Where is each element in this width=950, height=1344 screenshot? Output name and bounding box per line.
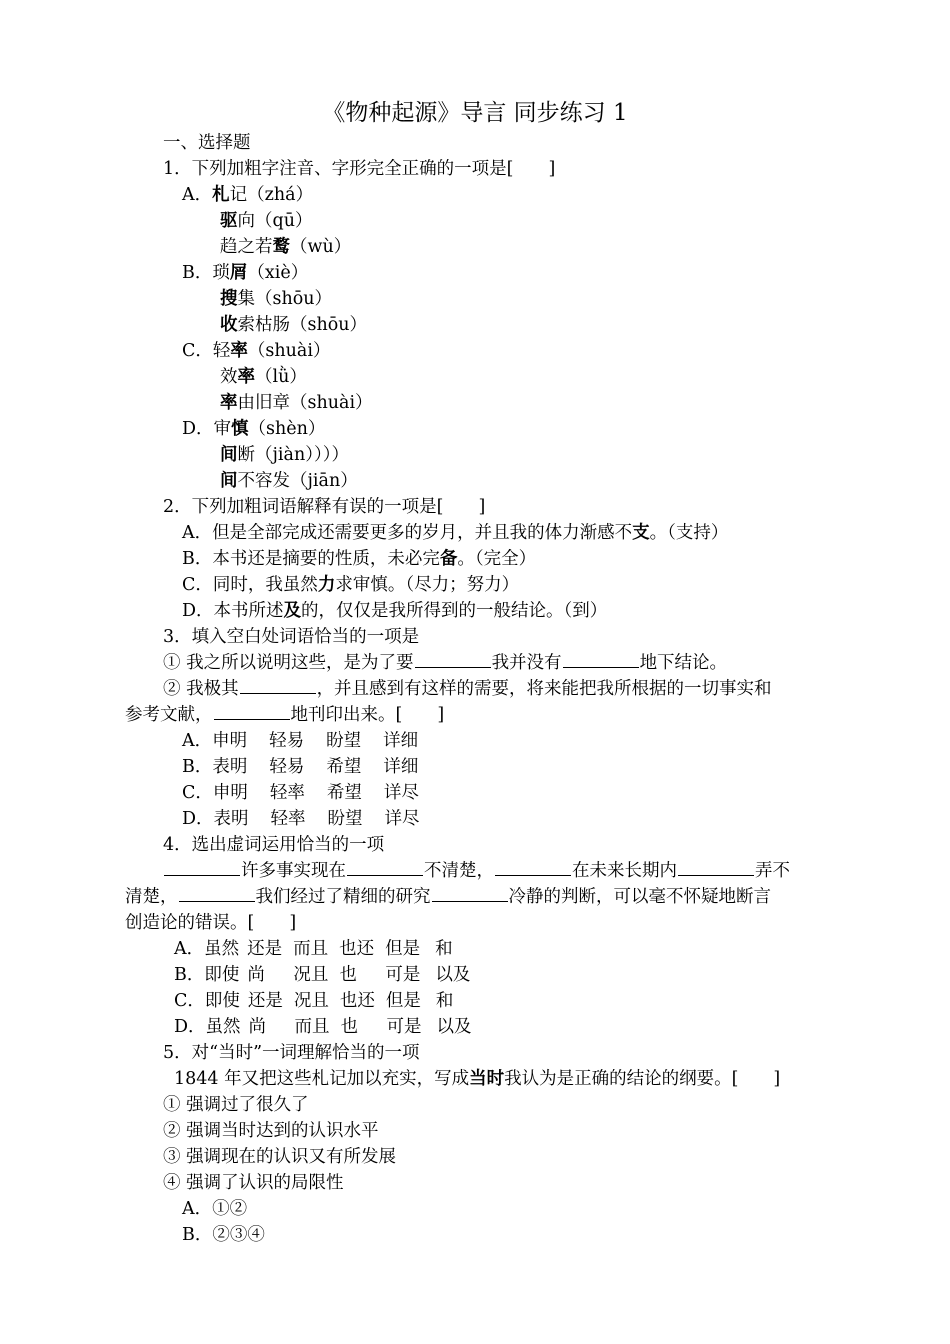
q4-option-a: A．虽然 还是 而且 也还 但是 和 (174, 939, 453, 959)
q1-option-a-line1: A．札记（zhá） (182, 185, 314, 205)
q2-option-c: C．同时，我虽然力求审慎。（尽力；努力） (182, 575, 520, 595)
q3-option-a: A．申明 轻易 盼望 详细 (182, 731, 419, 751)
q4-stem: 4．选出虚词运用恰当的一项 (163, 835, 385, 855)
q4-option-c: C．即使 还是 况且 也还 但是 和 (174, 991, 454, 1011)
q5-stem: 5．对“当时”一词理解恰当的一项 (163, 1043, 420, 1063)
answer-blank (678, 859, 754, 876)
q1-stem: 1．下列加粗字注音、字形完全正确的一项是[ ] (163, 159, 556, 179)
q2-option-a: A．但是全部完成还需要更多的岁月，并且我的体力渐感不支。（支持） (182, 523, 729, 543)
q4-option-b: B．即使 尚 况且 也 可是 以及 (174, 965, 471, 985)
answer-blank (495, 859, 571, 876)
q5-quote: 1844 年又把这些札记加以充实，写成当时我认为是正确的结论的纲要。[ ] (174, 1069, 781, 1089)
answer-blank (214, 703, 290, 720)
q1-option-a-line3: 趋之若鹜（wù） (220, 237, 352, 257)
q3-sentence-2-cont: 参考文献， 地刊印出来。[ ] (125, 705, 445, 725)
q5-statement-3: ③ 强调现在的认识又有所发展 (163, 1147, 397, 1167)
q5-statement-2: ② 强调当时达到的认识水平 (163, 1121, 379, 1141)
answer-blank (179, 885, 255, 902)
q4-passage-3: 创造论的错误。[ ] (125, 913, 297, 933)
section-heading: 一、选择题 (163, 133, 251, 153)
q1-option-c-line1: C．轻率（shuài） (182, 341, 331, 361)
q3-stem: 3．填入空白处词语恰当的一项是 (163, 627, 420, 647)
q1-option-b-line2: 搜集（shōu） (220, 289, 333, 309)
answer-blank (563, 651, 639, 668)
q4-passage-1: 许多事实现在 不清楚， 在未来长期内 弄不 (163, 858, 790, 884)
q3-option-c: C．申明 轻率 希望 详尽 (182, 783, 419, 803)
answer-blank (432, 885, 508, 902)
q2-stem: 2．下列加粗词语解释有误的一项是[ ] (163, 497, 486, 517)
q5-option-b: B．②③④ (182, 1225, 265, 1245)
q3-sentence-1: ① 我之所以说明这些，是为了要 我并没有 地下结论。 (163, 653, 728, 673)
answer-blank (240, 677, 316, 694)
q1-option-c-line3: 率由旧章（shuài） (220, 393, 373, 413)
q3-option-b: B．表明 轻易 希望 详细 (182, 757, 419, 777)
q4-passage-2: 清楚， 我们经过了精细的研究 冷静的判断，可以毫不怀疑地断言 (125, 887, 771, 907)
q1-option-a-line2: 驱向（qū） (220, 211, 313, 231)
q1-option-c-line2: 效率（lǜ） (220, 367, 307, 387)
q2-option-d: D．本书所述及的，仅仅是我所得到的一般结论。（到） (182, 601, 608, 621)
q5-option-a: A．①② (182, 1199, 248, 1219)
q3-sentence-2: ② 我极其 ，并且感到有这样的需要，将来能把我所根据的一切事实和 (163, 679, 772, 699)
answer-blank (164, 859, 240, 876)
q1-option-b-line1: B．琐屑（xiè） (182, 263, 309, 283)
q5-statement-1: ① 强调过了很久了 (163, 1095, 309, 1115)
q3-option-d: D．表明 轻率 盼望 详尽 (182, 809, 420, 829)
q1-option-d-line3: 间不容发（jiān） (220, 471, 358, 491)
answer-blank (415, 651, 491, 668)
q5-statement-4: ④ 强调了认识的局限性 (163, 1173, 344, 1193)
q1-option-d-line2: 间断（jiàn）））） (220, 445, 349, 465)
page-title: 《物种起源》导言 同步练习 1 (322, 100, 628, 126)
q1-option-b-line3: 收索枯肠（shōu） (220, 315, 368, 335)
q4-option-d: D．虽然 尚 而且 也 可是 以及 (174, 1017, 472, 1037)
answer-blank (347, 859, 423, 876)
q2-option-b: B．本书还是摘要的性质，未必完备。（完全） (182, 549, 537, 569)
q1-option-d-line1: D．审慎（shèn） (182, 419, 326, 439)
